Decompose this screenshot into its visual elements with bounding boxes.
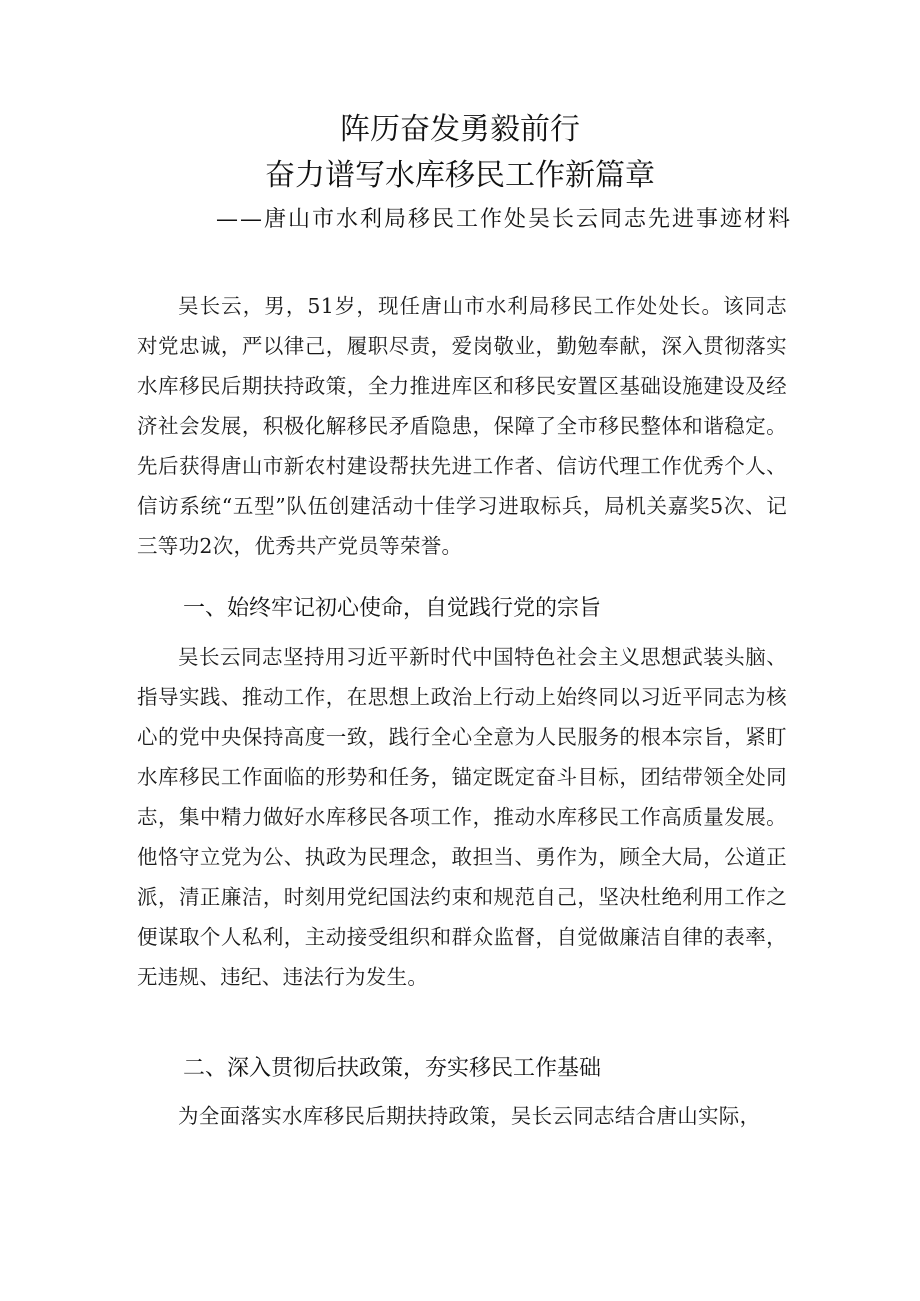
section-2-heading: 二、深入贯彻后扶政策，夯实移民工作基础 — [183, 1056, 602, 1081]
title-line-1: 阵历奋发勇毅前行 — [340, 112, 580, 147]
section-1-paragraph: 吴长云同志坚持用习近平新时代中国特色社会主义思想武装头脑、指导实践、推动工作，在思想上政治上行动上始终同以习近平同志为核心的党中央保持高度一致，践行全心全意为人民服务的根本宗旨，紧盯水库移民工作面临的形势和任务，锚定既定奋斗目标，团结带领全处同志，集中精力做好水库移民各项工作，推动水库移民工作高质量发展。他恪守立党为公、执政为民理念，敢担当、勇作为，顾全大局，公道正派，清正廉洁，时刻用党纪国法约束和规范自己，坚决杜绝利用工作之便谋取个人私利，主动接受组织和群众监督，自觉做廉洁自律的表率，无违规、违纪、违法行为发生。 — [137, 645, 787, 989]
section-2-paragraph: 为全面落实水库移民后期扶持政策，吴长云同志结合唐山实际， — [178, 1104, 761, 1128]
title-line-2: 奋力谱写水库移民工作新篇章 — [265, 158, 655, 193]
subtitle: ——唐山市水利局移民工作处吴长云同志先进事迹材料 — [216, 207, 793, 232]
section-1-heading: 一、始终牢记初心使命，自觉践行党的宗旨 — [183, 596, 602, 621]
intro-paragraph: 吴长云，男，51岁，现任唐山市水利局移民工作处处长。该同志对党忠诚，严以律己，履职尽责，爱岗敬业，勤勉奉献，深入贯彻落实水库移民后期扶持政策，全力推进库区和移民安置区基础设施建设及经济社会发展，积极化解移民矛盾隐患，保障了全市移民整体和谐稳定。先后获得唐山市新农村建设帮扶先进工作者、信访代理工作优秀个人、信访系统“五型”队伍创建活动十佳学习进取标兵，局机关嘉奖5次、记三等功2次，优秀共产党员等荣誉。 — [137, 294, 787, 558]
